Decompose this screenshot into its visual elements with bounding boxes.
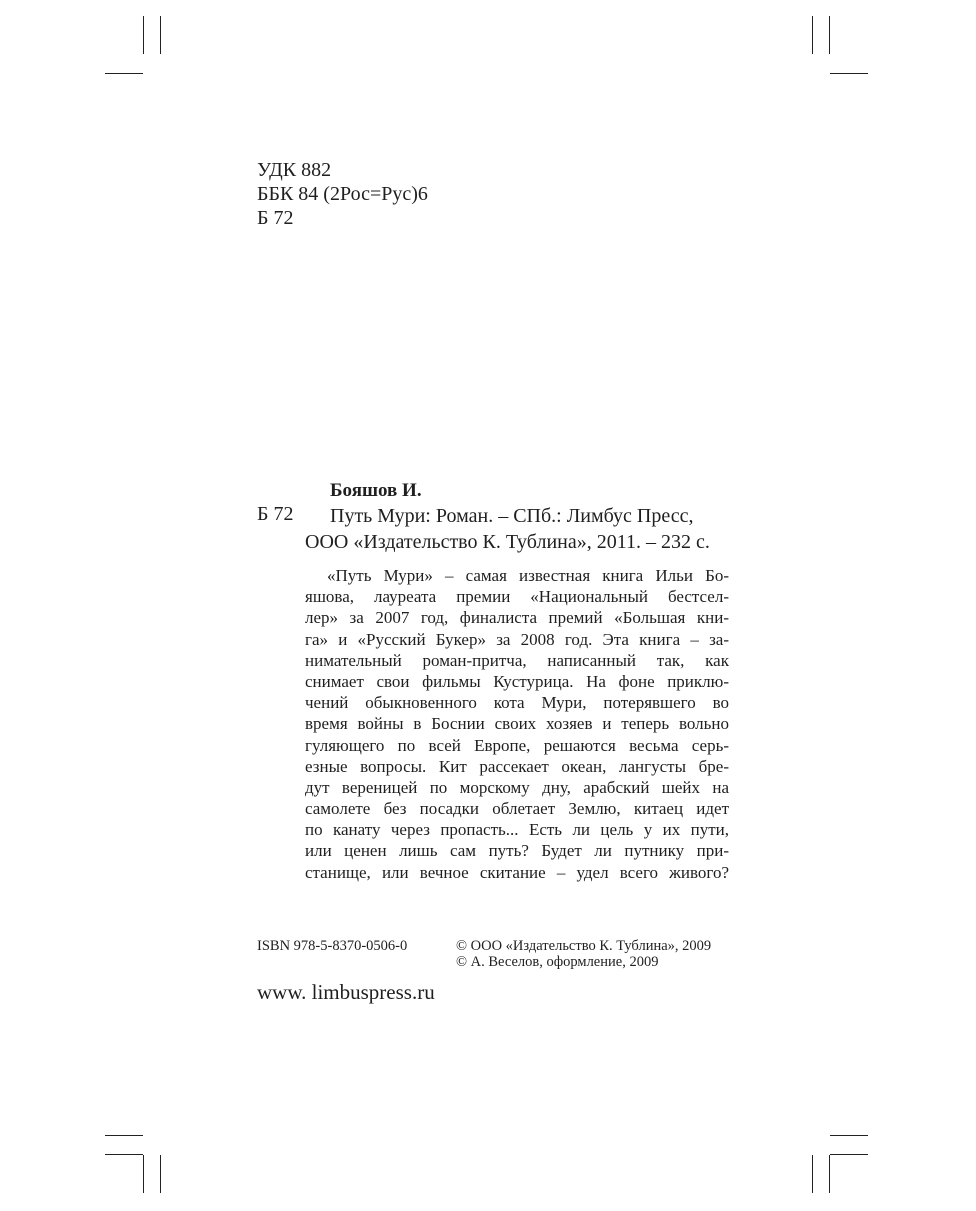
annotation-paragraph (305, 565, 729, 883)
annotation-line: лер» за 2007 год, финалиста премий «Большая кни- (305, 608, 729, 628)
bibliographic-line: ООО «Издательство К. Тублина», 2011. – 232 с. (305, 531, 710, 553)
bibliographic-line: Путь Мури: Роман. – СПб.: Лимбус Пресс, (330, 505, 694, 527)
crop-mark (160, 16, 161, 54)
crop-mark (829, 1155, 830, 1193)
annotation-line: самолете без посадки облетает Землю, китаец идет (305, 799, 729, 819)
annotation-line: станище, или вечное скитание – удел всего живого? (305, 862, 729, 882)
annotation-line: чений обыкновенного кота Мури, потерявшего во (305, 693, 729, 713)
publisher-website: www. limbuspress.ru (257, 980, 435, 1004)
crop-mark (105, 73, 143, 74)
annotation-line: время войны в Боснии своих хозяев и теперь вольно (305, 714, 729, 734)
author-mark: Б 72 (257, 207, 294, 229)
annotation-line: снимает свои фильмы Кустурица. На фоне приклю- (305, 671, 729, 691)
isbn: ISBN 978-5-8370-0506-0 (257, 938, 408, 954)
classification-block (257, 158, 428, 230)
copyright-publisher: © ООО «Издательство К. Тублина», 2009 (456, 938, 712, 954)
crop-mark (105, 1135, 143, 1136)
crop-mark (812, 16, 813, 54)
crop-mark (812, 1155, 813, 1193)
crop-mark (830, 1135, 868, 1136)
annotation-line: по канату через пропасть... Есть ли цель у их пути, (305, 820, 729, 840)
annotation-line: «Путь Мури» – самая известная книга Ильи Бо- (327, 566, 729, 585)
crop-mark (830, 1154, 868, 1155)
author-name: Бояшов И. (330, 480, 422, 501)
annotation-line: яшова, лауреата премии «Национальный бестсел- (305, 587, 729, 607)
copyright-block (456, 938, 711, 970)
annotation-line: или ценен лишь сам путь? Будет ли путнику при- (305, 841, 729, 861)
bbk-code: ББК 84 (2Рос=Рус)6 (257, 183, 428, 205)
annotation-line: езные вопросы. Кит рассекает океан, лангусты бре- (305, 756, 729, 776)
crop-mark (105, 1154, 143, 1155)
crop-mark (160, 1155, 161, 1193)
annotation-line: нимательный роман-притча, написанный так, как (305, 650, 729, 670)
annotation-line: дут вереницей по морскому дну, арабский шейх на (305, 777, 729, 797)
crop-mark (830, 73, 868, 74)
bibliographic-description (305, 503, 730, 555)
annotation-line: га» и «Русский Букер» за 2008 год. Эта книга – за- (305, 629, 729, 649)
crop-mark (143, 1155, 144, 1193)
annotation-line: гуляющего по всей Европе, решаются весьма серь- (305, 735, 729, 755)
crop-mark (143, 16, 144, 54)
crop-mark (829, 16, 830, 54)
copyright-design: © А. Веселов, оформление, 2009 (456, 954, 659, 970)
udk-code: УДК 882 (257, 159, 332, 181)
entry-code: Б 72 (257, 503, 294, 525)
